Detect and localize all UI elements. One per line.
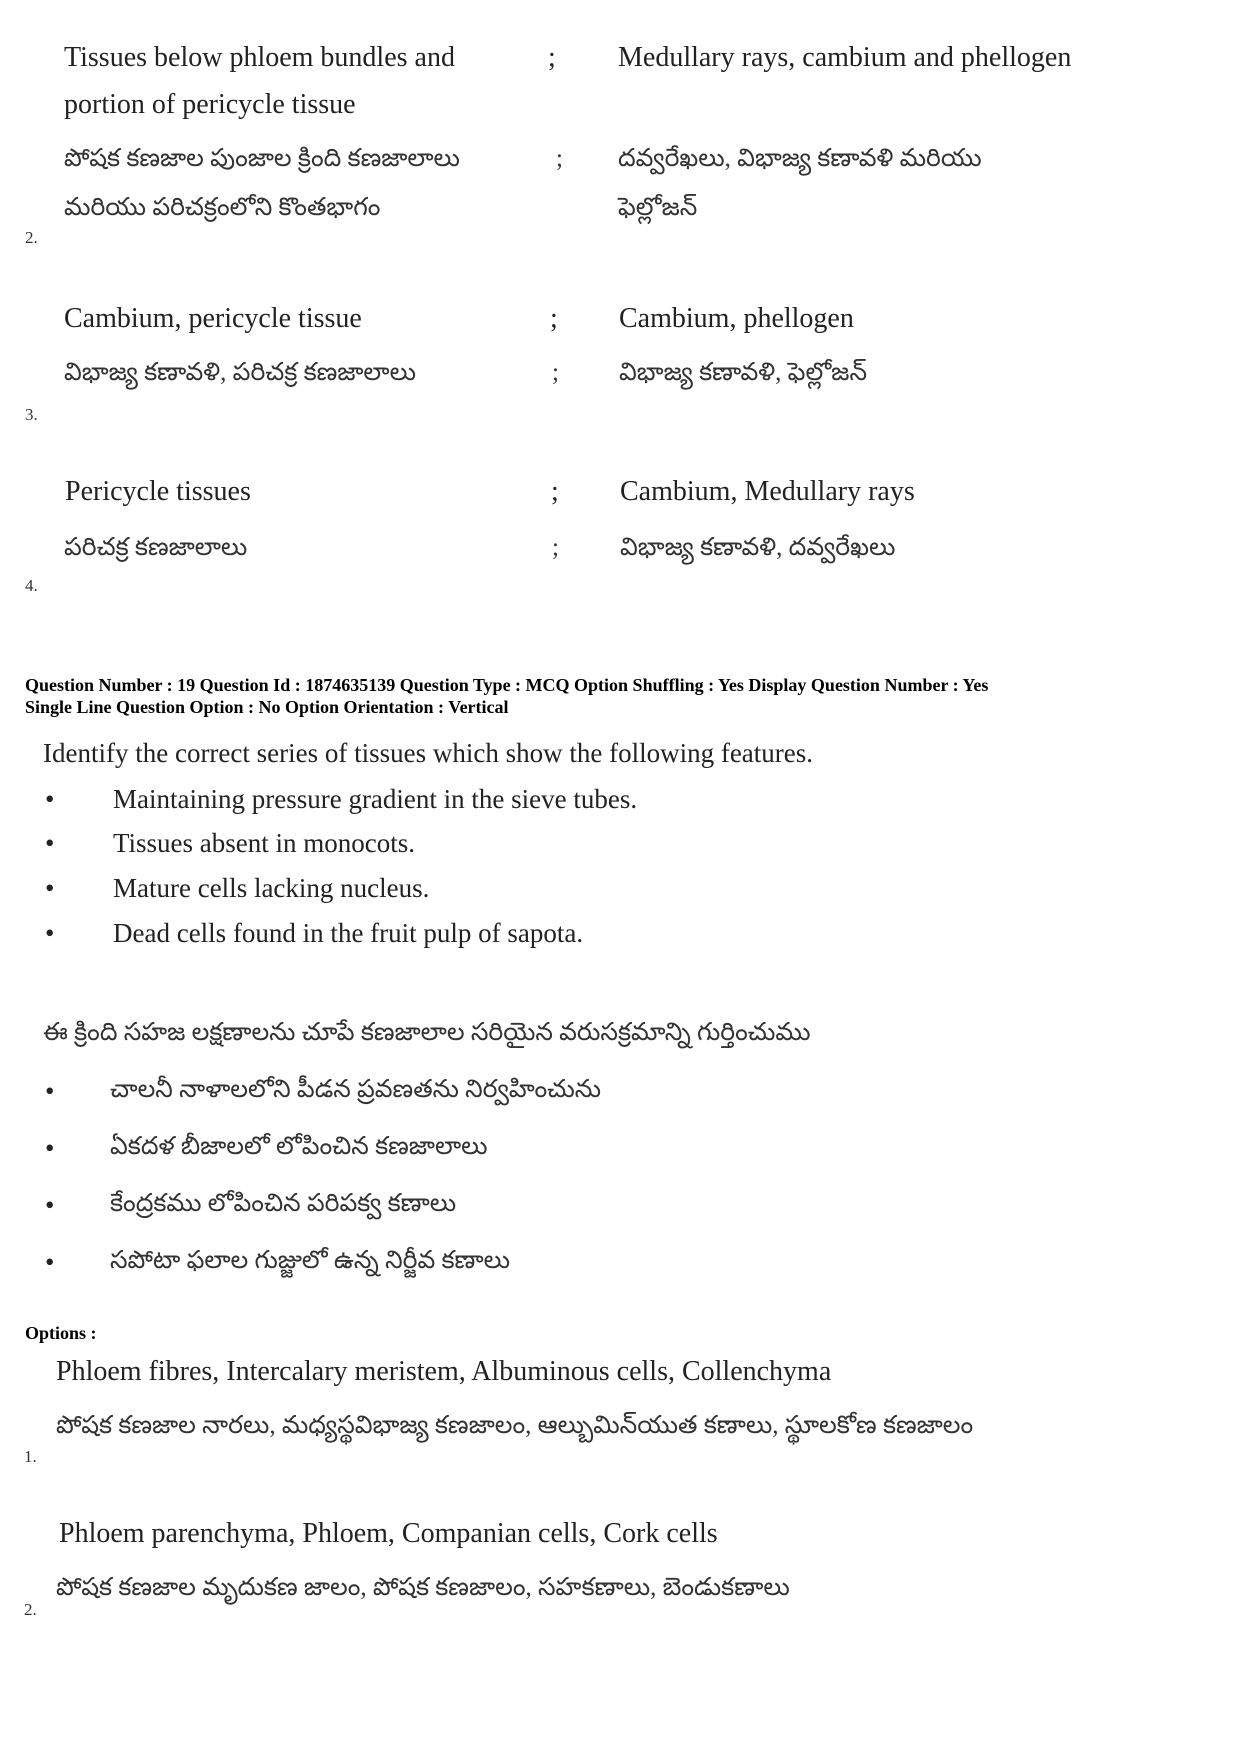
feature-english: Tissues absent in monocots. <box>113 828 416 858</box>
bullet: • <box>45 1076 55 1106</box>
option-english: Phloem fibres, Intercalary meristem, Albuminous cells, Collenchyma <box>56 1356 832 1387</box>
question-meta-line2: Single Line Question Option : No Option Orientation : Vertical <box>25 697 509 717</box>
option-number: 3. <box>25 405 38 424</box>
option-english-left: portion of pericycle tissue <box>64 89 356 120</box>
option-english-right: Cambium, phellogen <box>619 303 854 334</box>
bullet: • <box>45 918 55 948</box>
separator: ; <box>556 145 563 172</box>
feature-telugu: కేంద్రకము లోపించిన పరిపక్వ కణాలు <box>110 1190 457 1217</box>
option-telugu-left: మరియు పరిచక్రంలోని కొంతభాగం <box>64 194 381 221</box>
option-telugu: పోషక కణజాల మృదుకణ జాలం, పోషక కణజాలం, సహకణాలు, బెండుకణాలు <box>56 1574 790 1601</box>
bullet: • <box>45 828 55 858</box>
separator: ; <box>548 42 556 73</box>
option-english-right: Medullary rays, cambium and phellogen <box>618 42 1072 73</box>
bullet: • <box>45 1247 55 1277</box>
option-english: Phloem parenchyma, Phloem, Companian cells, Cork cells <box>59 1518 718 1549</box>
option-number: 2. <box>25 228 38 247</box>
option-telugu-left: విభాజ్య కణావళి, పరిచక్ర కణజాలాలు <box>64 359 416 386</box>
feature-english: Dead cells found in the fruit pulp of sapota. <box>113 918 584 948</box>
bullet: • <box>45 873 55 903</box>
option-english-right: Cambium, Medullary rays <box>620 476 915 507</box>
option-english-left: Cambium, pericycle tissue <box>64 303 362 334</box>
options-label: Options : <box>25 1323 97 1343</box>
feature-telugu: సపోటా ఫలాల గుజ్జులో ఉన్న నిర్జీవ కణాలు <box>110 1247 511 1274</box>
option-telugu-right: ఫెల్లోజన్ <box>618 194 698 221</box>
feature-english: Maintaining pressure gradient in the sieve tubes. <box>113 784 638 814</box>
feature-english: Mature cells lacking nucleus. <box>113 873 430 903</box>
question-meta-line1: Question Number : 19 Question Id : 1874635139 Question Type : MCQ Option Shuffling : Yes Display Question Number : Yes <box>25 675 989 695</box>
question-stem-telugu: ఈ క్రింది సహజ లక్షణాలను చూపే కణజాలాల సరియైన వరుసక్రమాన్ని గుర్తించుము <box>43 1019 811 1046</box>
bullet: • <box>45 1190 55 1220</box>
bullet: • <box>45 1133 55 1163</box>
option-telugu-right: దవ్వరేఖలు, విభాజ్య కణావళి మరియు <box>618 145 982 172</box>
option-number: 4. <box>25 576 38 595</box>
separator: ; <box>551 476 559 507</box>
separator: ; <box>550 303 558 334</box>
option-telugu-right: విభాజ్య కణావళి, ఫెల్లోజన్ <box>619 359 868 386</box>
option-number: 2. <box>24 1600 37 1619</box>
bullet: • <box>45 784 55 814</box>
feature-telugu: ఏకదళ బీజాలలో లోపించిన కణజాలాలు <box>110 1133 488 1160</box>
feature-telugu: చాలనీ నాళాలలోని పీడన ప్రవణతను నిర్వహించును <box>110 1076 602 1103</box>
separator: ; <box>552 534 559 561</box>
option-telugu: పోషక కణజాల నారలు, మధ్యస్థవిభాజ్య కణజాలం, ఆల్బుమిన్‌యుత కణాలు, స్థూలకోణ కణజాలం <box>56 1412 974 1439</box>
option-telugu-left: పరిచక్ర కణజాలాలు <box>64 534 248 561</box>
question-stem-english: Identify the correct series of tissues which show the following features. <box>43 738 814 768</box>
option-english-left: Tissues below phloem bundles and <box>64 42 455 73</box>
option-telugu-right: విభాజ్య కణావళి, దవ్వరేఖలు <box>620 534 896 561</box>
option-number: 1. <box>24 1447 37 1466</box>
option-telugu-left: పోషక కణజాల పుంజాల క్రింది కణజాలాలు <box>64 145 460 172</box>
separator: ; <box>552 359 559 386</box>
option-english-left: Pericycle tissues <box>65 476 251 507</box>
